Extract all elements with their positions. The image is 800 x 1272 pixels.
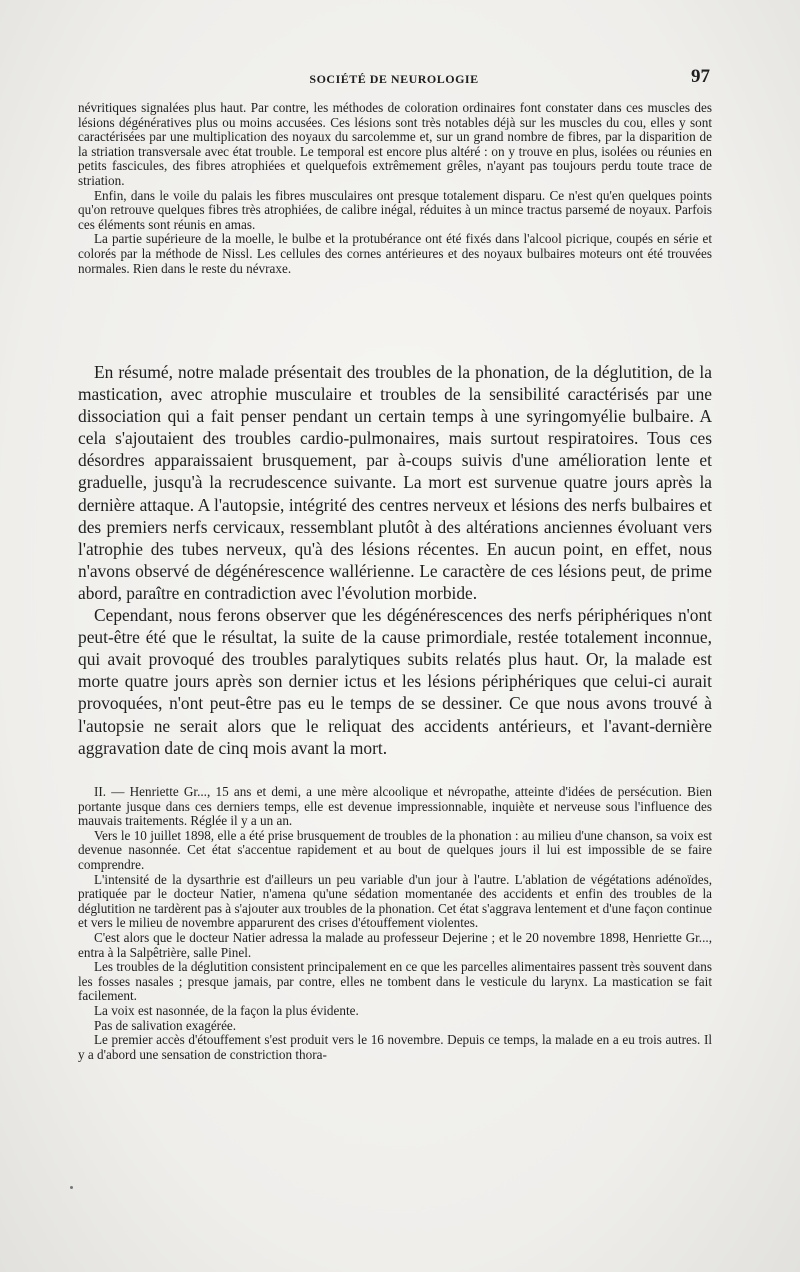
- paragraph: C'est alors que le docteur Natier adressa la malade au professeur Dejerine ; et le 20 novembre 1898, Henriette Gr..., entra à la Salpêtrière, salle Pinel.: [78, 929, 712, 960]
- summary-block: [78, 361, 712, 759]
- paragraph: Les troubles de la déglutition consistent principalement en ce que les parcelles alimentaires passent très souvent dans les fosses nasales ; presque jamais, par contre, elles ne tombent dans le vesticule du larynx. La mastication se fait facilement.: [78, 959, 712, 1004]
- ink-speck: [70, 1186, 73, 1189]
- page-number: 97: [691, 66, 710, 87]
- paragraph: Le premier accès d'étouffement s'est produit vers le 16 novembre. Depuis ce temps, la malade en a eu trois autres. Il y a d'abord une sensation de constriction thora-: [78, 1032, 712, 1062]
- journal-title: SOCIÉTÉ DE NEUROLOGIE: [309, 72, 479, 86]
- paragraph: En résumé, notre malade présentait des troubles de la phonation, de la déglutition, de la mastication, avec atrophie musculaire et troubles de la sensibilité caractérisés par une dissociation qui a fait penser pendant un certain temps à une syringomyélie bulbaire. A cela s'ajoutaient des troubles cardio-pulmonaires, mais surtout respiratoires. Tous ces désordres apparaissaient brusquement, par à-coups suivis d'une amélioration lente et graduelle, jusqu'à la recrudescence suivante. La mort est survenue quatre jours après la dernière attaque. A l'autopsie, intégrité des centres nerveux et lésions des nerfs bulbaires et des premiers nerfs cervicaux, ressemblant plutôt à des altérations anciennes évoluant vers l'atrophie des tubes nerveux, qu'à des lésions récentes. En aucun point, en effet, nous n'avons observé de dégénérescence wallérienne. Le caractère de ces lésions peut, de prime abord, paraître en contradiction avec l'évolution morbide.: [78, 362, 712, 603]
- running-header: [78, 66, 710, 90]
- paragraph: Cependant, nous ferons observer que les dégénérescences des nerfs périphériques n'ont peut-être été que le résultat, la suite de la cause primordiale, restée totalement inconnue, qui avait provoqué des troubles paralytiques subits relatés plus haut. Or, la malade est morte quatre jours après son dernier ictus et les lésions périphériques que celui-ci aurait provoquées, n'ont peut-être pas eu le temps de se dessiner. Ce que nous avons trouvé à l'autopsie ne serait alors que le reliquat des accidents antérieurs, et l'avant-dernière aggravation date de cinq mois avant la mort.: [78, 605, 712, 758]
- paragraph: La partie supérieure de la moelle, le bulbe et la protubérance ont été fixés dans l'alcool picrique, coupés en série et colorés par la méthode de Nissl. Les cellules des cornes antérieures et des noyaux bulbaires moteurs ont été trouvées normales. Rien dans le reste du névraxe.: [78, 231, 712, 276]
- case-report-block: [78, 785, 712, 1062]
- paragraph: Vers le 10 juillet 1898, elle a été prise brusquement de troubles de la phonation : au milieu d'une chanson, sa voix est devenue nasonnée. Cet état s'accentue rapidement et au bout de quelques jours il lui est impossible de se faire comprendre.: [78, 827, 712, 872]
- paragraph: névritiques signalées plus haut. Par contre, les méthodes de coloration ordinaires font constater dans ces muscles des lésions dégénératives plus ou moins accusées. Ces lésions sont très notables déjà sur les muscles du cou, elles y sont caractérisées par une multiplication des noyaux du sarcolemme et, sur un grand nombre de fibres, par la disparition de la striation transversale avec état trouble. Le temporal est encore plus altéré : on y trouve en plus, isolées ou réunies en petits fascicules, des fibres atrophiées et quelquefois extrêmement grêles, n'ayant pas toujours perdu toute trace de striation.: [78, 100, 712, 188]
- paragraph: L'intensité de la dysarthrie est d'ailleurs un peu variable d'un jour à l'autre. L'ablation de végétations adénoïdes, pratiquée par le docteur Natier, n'amena qu'une sédation momentanée des accidents et enfin des troubles de la déglutition ne tardèrent pas à s'ajouter aux troubles de la phonation. Cet état s'aggrava lentement et d'une façon continue et vers le milieu de novembre apparurent des crises d'étouffement violentes.: [78, 871, 712, 931]
- paragraph: Pas de salivation exagérée.: [94, 1017, 237, 1033]
- paragraph: Enfin, dans le voile du palais les fibres musculaires ont presque totalement disparu. Ce n'est qu'en quelques points qu'on retrouve quelques fibres très atrophiées, de calibre inégal, réduites à un mince tractus parsemé de noyaux. Parfois ces éléments sont réunis en amas.: [78, 187, 712, 232]
- pathology-findings-block: [78, 101, 712, 276]
- paragraph: La voix est nasonnée, de la façon la plus évidente.: [94, 1002, 359, 1018]
- paragraph: II. — Henriette Gr..., 15 ans et demi, a une mère alcoolique et névropathe, atteinte d'idées de persécution. Bien portante jusque dans ces derniers temps, elle est devenue impressionnable, inquiète et nerveuse sous l'influence des mauvais traitements. Réglée il y a un an.: [78, 784, 712, 829]
